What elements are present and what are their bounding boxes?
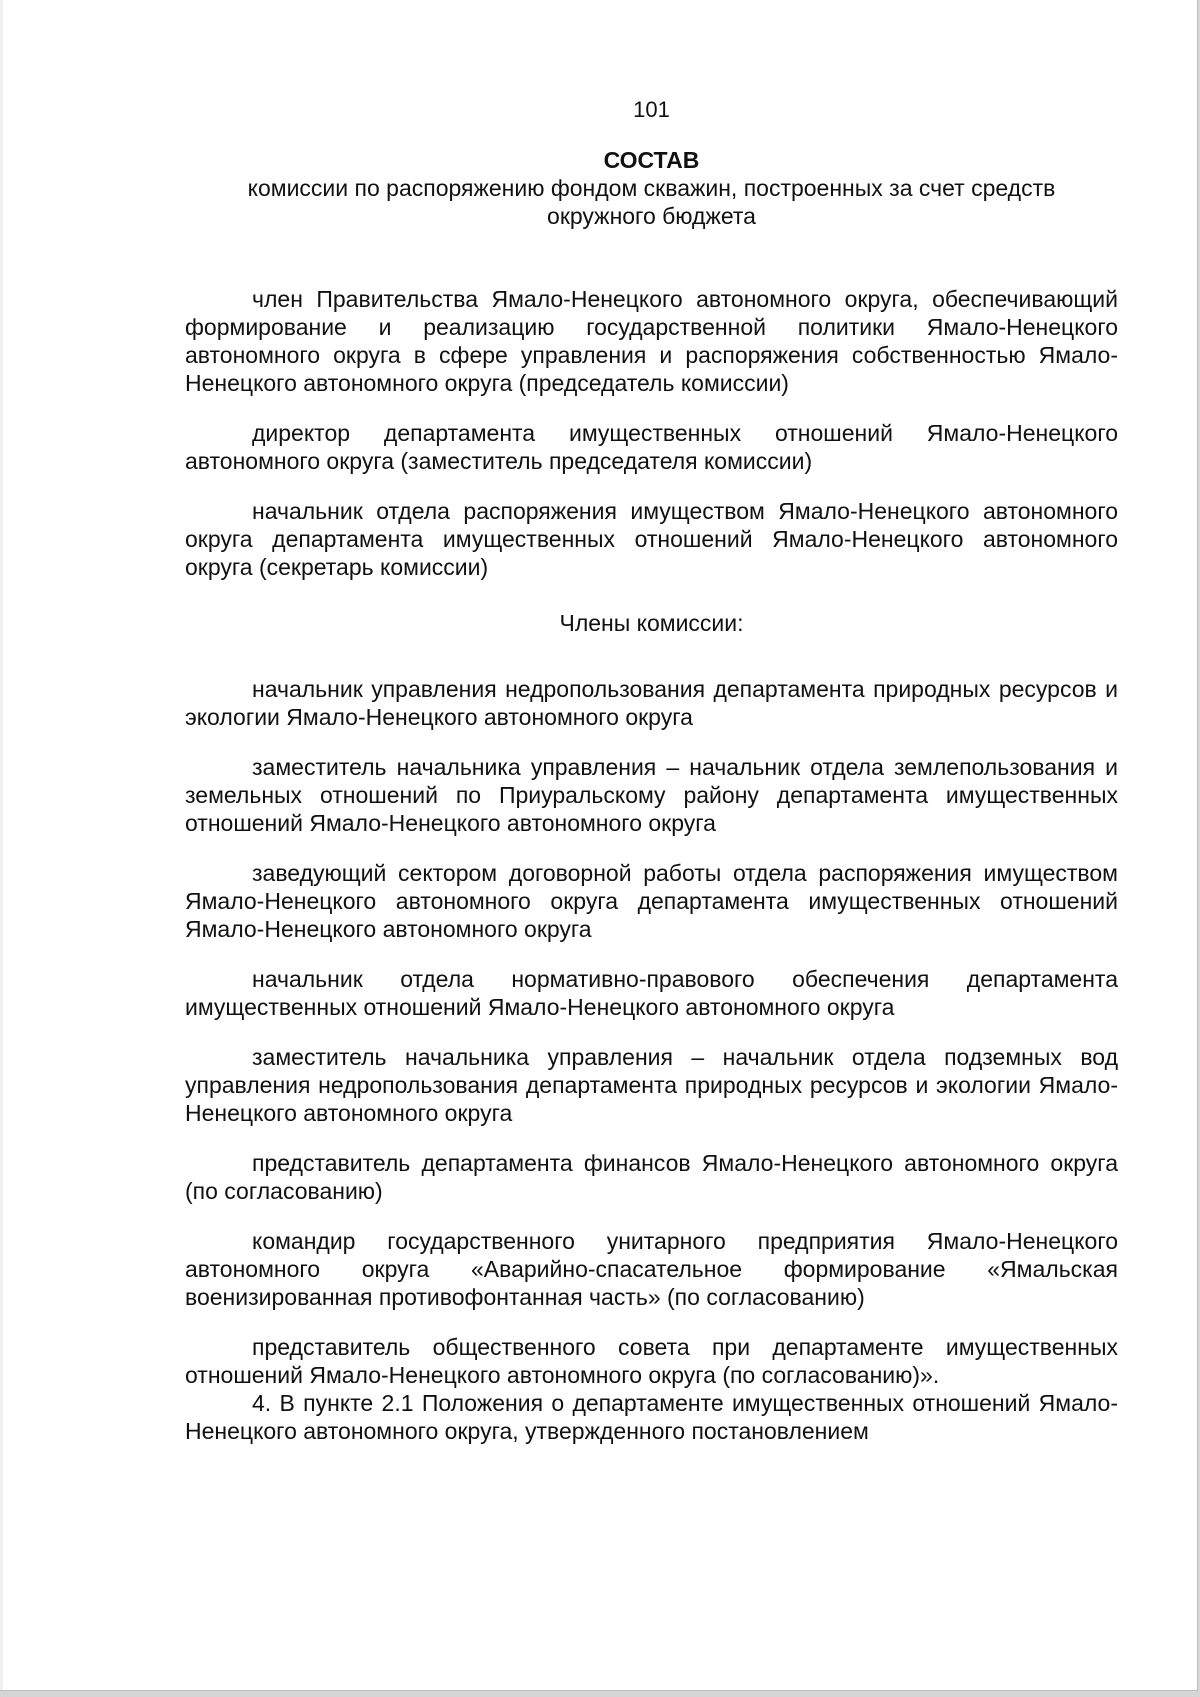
document-body <box>185 96 1118 1445</box>
leadership-chairman: член Правительства Ямало-Ненецкого автономного округа, обеспечивающий формирование и реализацию государственной политики Ямало-Ненецкого автономного округа в сфере управления и распоряжения собственностью Ямало-Ненецкого автономного округа (председатель комиссии) <box>185 286 1118 396</box>
member-item: заведующий сектором договорной работы отдела распоряжения имуществом Ямало-Ненецкого автономного округа департамента имущественных отношений Ямало-Ненецкого автономного округа <box>185 860 1118 942</box>
members-list <box>185 675 1118 1389</box>
leadership-list <box>185 285 1118 581</box>
scan-edge <box>0 0 3 1690</box>
member-item: заместитель начальника управления – начальник отдела подземных вод управления недропользования департамента природных ресурсов и экологии Ямало-Ненецкого автономного округа <box>185 1044 1118 1126</box>
member-item: начальник управления недропользования департамента природных ресурсов и экологии Ямало-Ненецкого автономного округа <box>185 676 1118 730</box>
closing-paragraph: 4. В пункте 2.1 Положения о департаменте имущественных отношений Ямало-Ненецкого автономного округа, утвержденного постановлением <box>185 1390 1118 1444</box>
member-item: командир государственного унитарного предприятия Ямало-Ненецкого автономного округа «Аварийно-спасательное формирование «Ямальская военизированная противофонтанная часть» (по согласованию) <box>185 1228 1118 1310</box>
member-item: представитель департамента финансов Ямало-Ненецкого автономного округа (по согласованию) <box>185 1150 1118 1204</box>
leadership-secretary: начальник отдела распоряжения имуществом Ямало-Ненецкого автономного округа департамента имущественных отношений Ямало-Ненецкого автономного округа (секретарь комиссии) <box>185 498 1118 580</box>
members-heading: Члены комиссии: <box>559 610 744 636</box>
page-number: 101 <box>633 97 670 122</box>
leadership-deputy-chairman: директор департамента имущественных отношений Ямало-Ненецкого автономного округа (заместитель председателя комиссии) <box>185 420 1118 474</box>
document-subtitle: комиссии по распоряжению фондом скважин, построенных за счет средств окружного бюджета <box>247 175 1056 229</box>
member-item: начальник отдела нормативно-правового обеспечения департамента имущественных отношений Ямало-Ненецкого автономного округа <box>185 966 1118 1020</box>
document-title: СОСТАВ <box>603 147 700 173</box>
member-item: представитель общественного совета при департаменте имущественных отношений Ямало-Ненецкого автономного округа (по согласованию)». <box>185 1334 1118 1388</box>
member-item: заместитель начальника управления – начальник отдела землепользования и земельных отношений по Приуральскому району департамента имущественных отношений Ямало-Ненецкого автономного округа <box>185 754 1118 836</box>
